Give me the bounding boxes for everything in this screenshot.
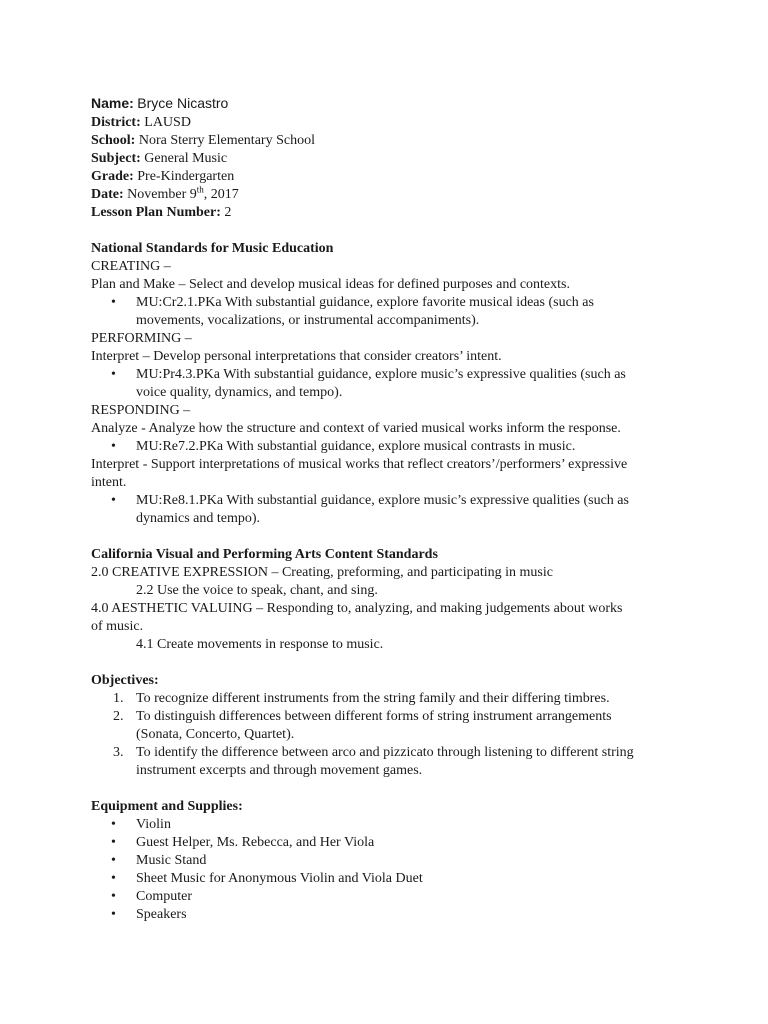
list-item-text: MU:Re7.2.PKa With substantial guidance, explore musical contrasts in music. xyxy=(136,439,576,454)
responding-heading: RESPONDING – xyxy=(91,403,191,418)
list-item xyxy=(91,852,681,870)
subject-value: General Music xyxy=(144,151,228,166)
district-label: District: xyxy=(91,115,141,130)
interpret-bullets xyxy=(91,492,681,528)
creating-heading: CREATING – xyxy=(91,259,171,274)
list-item xyxy=(91,438,681,456)
interpret-description-cont: intent. xyxy=(91,475,127,490)
national-standards-heading: National Standards for Music Education xyxy=(91,241,334,256)
list-item-text: Computer xyxy=(136,889,192,904)
bullet-marker: • xyxy=(111,367,116,382)
list-item-text: MU:Cr2.1.PKa With substantial guidance, explore favorite musical ideas (such as xyxy=(136,295,594,310)
equipment-section xyxy=(91,798,681,924)
standard-2-2: 2.2 Use the voice to speak, chant, and sing. xyxy=(136,583,378,598)
equipment-list xyxy=(91,816,681,924)
standard-4-0: 4.0 AESTHETIC VALUING – Responding to, analyzing, and making judgements about works xyxy=(91,601,623,616)
lesson-number-value: 2 xyxy=(224,205,232,220)
list-item-text: Speakers xyxy=(136,907,187,922)
list-item xyxy=(91,888,681,906)
list-item-text: voice quality, dynamics, and tempo). xyxy=(136,385,343,400)
date-month: November 9 xyxy=(127,187,197,202)
list-item-text: To recognize different instruments from the string family and their differing timbres. xyxy=(136,691,610,706)
school-value: Nora Sterry Elementary School xyxy=(138,133,315,148)
creating-description: Plan and Make – Select and develop musical ideas for defined purposes and contexts. xyxy=(91,277,570,292)
standard-2-0: 2.0 CREATIVE EXPRESSION – Creating, preforming, and participating in music xyxy=(91,565,553,580)
list-item-text: To identify the difference between arco and pizzicato through listening to different string xyxy=(136,745,634,760)
list-item-text: Guest Helper, Ms. Rebecca, and Her Viola xyxy=(136,835,375,850)
list-item xyxy=(91,834,681,852)
list-item-text: dynamics and tempo). xyxy=(136,511,261,526)
bullet-marker: • xyxy=(111,493,116,508)
date-label: Date: xyxy=(91,187,124,202)
list-item-text: Music Stand xyxy=(136,853,207,868)
list-item-text: instrument excerpts and through movement games. xyxy=(136,763,423,778)
interpret-description: Interpret - Support interpretations of musical works that reflect creators’/performers’ expressive xyxy=(91,457,628,472)
list-item-text: Sheet Music for Anonymous Violin and Viola Duet xyxy=(136,871,423,886)
california-standards-heading: California Visual and Performing Arts Content Standards xyxy=(91,547,438,562)
district-value: LAUSD xyxy=(144,115,191,130)
list-item-text: movements, vocalizations, or instrumental accompaniments). xyxy=(136,313,480,328)
standard-4-1: 4.1 Create movements in response to music. xyxy=(136,637,384,652)
lesson-plan xyxy=(91,94,681,924)
objectives-section xyxy=(91,672,681,780)
list-item-text: To distinguish differences between different forms of string instrument arrangements xyxy=(136,709,612,724)
name-label: Name: xyxy=(91,95,134,111)
objectives-list xyxy=(91,690,681,780)
school-label: School: xyxy=(91,133,136,148)
standard-4-0-cont: of music. xyxy=(91,619,144,634)
responding-description: Analyze - Analyze how the structure and context of varied musical works inform the response. xyxy=(91,421,621,436)
equipment-heading: Equipment and Supplies: xyxy=(91,799,243,814)
performing-bullets xyxy=(91,366,681,402)
list-item xyxy=(91,744,681,780)
list-item xyxy=(91,906,681,924)
subject-label: Subject: xyxy=(91,151,141,166)
bullet-marker: • xyxy=(111,835,116,850)
bullet-marker: • xyxy=(111,295,116,310)
list-item xyxy=(91,816,681,834)
list-item xyxy=(91,492,681,528)
performing-heading: PERFORMING – xyxy=(91,331,192,346)
list-item xyxy=(91,690,681,708)
list-item-text: MU:Re8.1.PKa With substantial guidance, explore music’s expressive qualities (such as xyxy=(136,493,629,508)
bullet-marker: • xyxy=(111,439,116,454)
national-standards-section xyxy=(91,240,681,528)
grade-label: Grade: xyxy=(91,169,134,184)
california-standards-section xyxy=(91,546,681,654)
bullet-marker: • xyxy=(111,817,116,832)
list-item xyxy=(91,708,681,744)
list-item xyxy=(91,294,681,330)
bullet-marker: • xyxy=(111,907,116,922)
list-item-text: Violin xyxy=(136,817,171,832)
bullet-marker: • xyxy=(111,871,116,886)
name-value: Bryce Nicastro xyxy=(137,95,229,111)
bullet-marker: • xyxy=(111,889,116,904)
list-item-text: MU:Pr4.3.PKa With substantial guidance, explore music’s expressive qualities (such as xyxy=(136,367,626,382)
list-number: 1. xyxy=(113,691,124,706)
list-number: 3. xyxy=(113,745,124,760)
grade-value: Pre-Kindergarten xyxy=(137,169,235,184)
objectives-heading: Objectives: xyxy=(91,673,159,688)
date-year: , 2017 xyxy=(203,187,239,202)
header-block xyxy=(91,94,681,222)
list-item xyxy=(91,870,681,888)
performing-description: Interpret – Develop personal interpretations that consider creators’ intent. xyxy=(91,349,502,364)
list-item xyxy=(91,366,681,402)
bullet-marker: • xyxy=(111,853,116,868)
lesson-number-label: Lesson Plan Number: xyxy=(91,205,221,220)
list-item-text: (Sonata, Concerto, Quartet). xyxy=(136,727,295,742)
creating-bullets xyxy=(91,294,681,330)
responding-bullets xyxy=(91,438,681,456)
date-suffix: th xyxy=(196,184,204,195)
list-number: 2. xyxy=(113,709,124,724)
